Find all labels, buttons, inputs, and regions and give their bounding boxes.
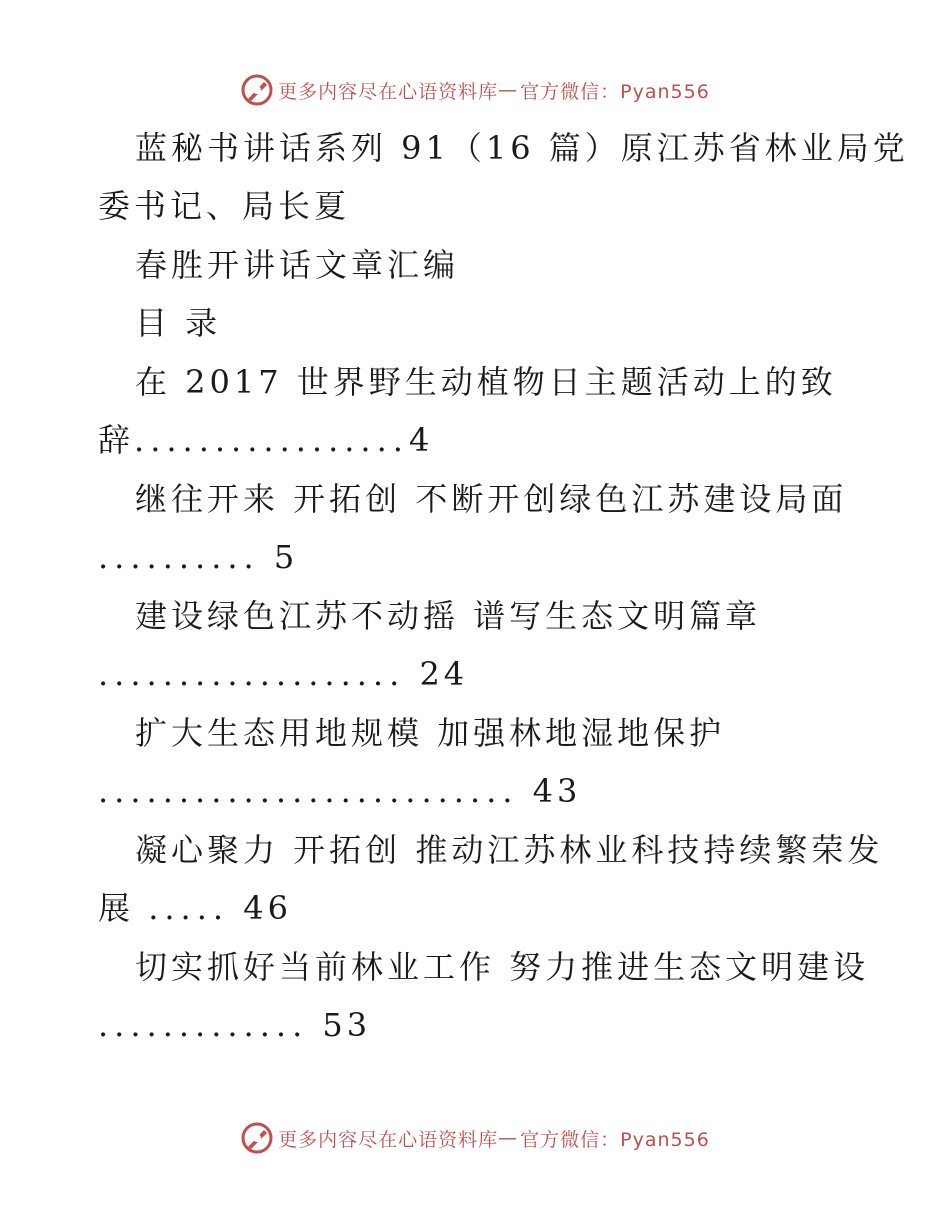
toc-entry-title: 继往开来 开拓创 不断开创绿色江苏建设局面: [135, 480, 848, 518]
banner-site-text: 更多内容尽在心语资料库: [278, 80, 499, 103]
header-banner: [0, 70, 950, 110]
footer-banner: [0, 1118, 950, 1158]
toc-entry-leader: ............. 53: [98, 1006, 372, 1044]
quill-logo-icon: [240, 1121, 274, 1155]
toc-entry-leader: .......... 5: [98, 538, 299, 576]
toc-page-number: 46: [229, 889, 292, 927]
doc-title-line-3: 春胜开讲话文章汇编: [135, 246, 460, 284]
toc-entry-leader: 辞.................4: [98, 421, 434, 459]
toc-page-number: 4: [408, 421, 434, 459]
quill-logo-icon: [240, 73, 274, 107]
toc-entry-leader: 展 ..... 46: [98, 889, 292, 927]
doc-title-line-1: 蓝秘书讲话系列 91（16 篇）原江苏省林业局党: [135, 129, 909, 167]
toc-entry-leader: .......................... 43: [98, 772, 582, 810]
toc-entry-leader: ................... 24: [98, 655, 469, 693]
banner-wechat-text: 官方微信：Pyan556: [520, 1128, 710, 1151]
banner-wechat-text: 官方微信：Pyan556: [520, 80, 710, 103]
toc-entry-title: 凝心聚力 开拓创 推动江苏林业科技持续繁荣发: [135, 831, 884, 869]
banner-dash: —: [498, 79, 519, 101]
banner-site-text: 更多内容尽在心语资料库: [278, 1128, 499, 1151]
toc-page-number: 43: [518, 772, 582, 810]
toc-entry-title: 切实抓好当前林业工作 努力推进生态文明建设: [135, 948, 870, 986]
toc-entry-title: 扩大生态用地规模 加强林地湿地保护: [135, 714, 726, 752]
banner-dash: —: [498, 1127, 519, 1149]
toc-page-number: 24: [405, 655, 469, 693]
toc-page-number: 5: [259, 538, 299, 576]
toc-entry-title: 在 2017 世界野生动植物日主题活动上的致: [135, 363, 837, 401]
toc-entry-title: 建设绿色江苏不动摇 谱写生态文明篇章: [135, 597, 762, 635]
toc-heading: 目 录: [135, 304, 222, 342]
doc-title-line-2: 委书记、局长夏: [98, 187, 351, 225]
toc-page-number: 53: [308, 1006, 372, 1044]
